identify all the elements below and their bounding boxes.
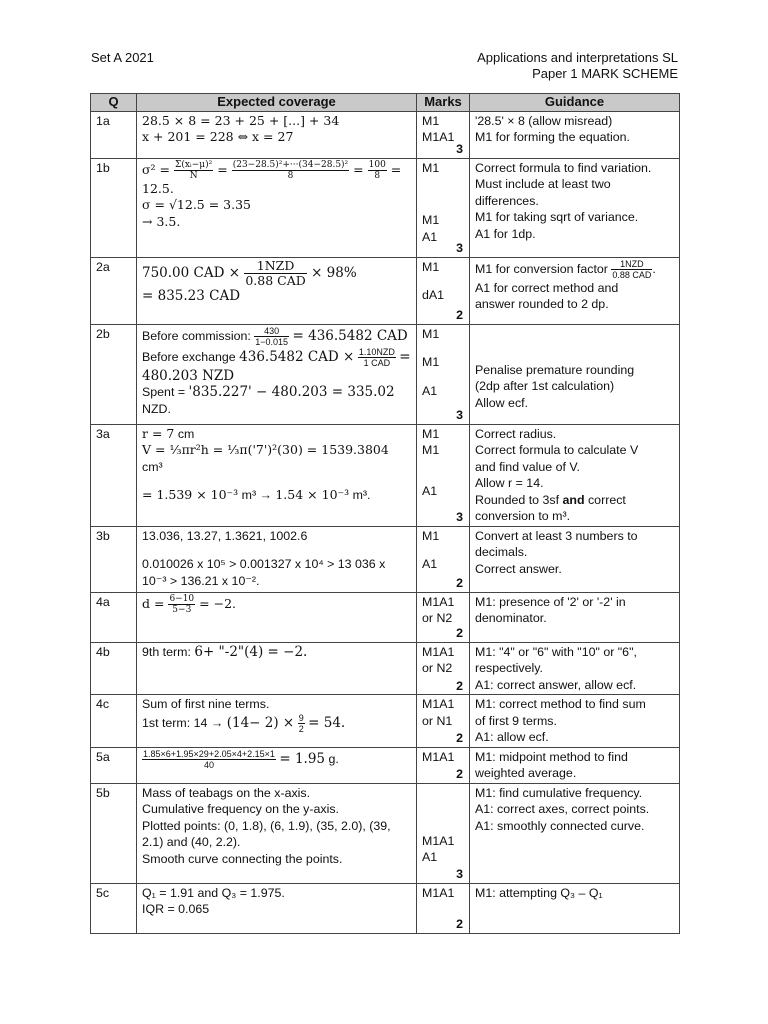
guidance [470,324,680,424]
guidance-line: A1 for 1dp. [475,226,536,241]
numerator: Σ(xᵢ−μ)² [174,159,213,170]
table-row-5b [91,783,680,883]
denominator: N [189,170,198,181]
guidance-line: decimals. [475,545,528,559]
mark: M1A1 [422,130,455,144]
coverage-text: 6+ "-2"(4) = −2. [194,643,308,660]
coverage-text: m³ → [241,488,272,502]
header-set-label: Set A 2021 [91,50,154,65]
mark: M1 [422,213,440,227]
denominator: 1 CAD [363,357,391,368]
coverage-line [142,749,411,770]
guidance-text: correct [587,492,626,507]
total-marks: 3 [456,510,463,524]
equals: = [390,161,402,177]
guidance-line: M1: correct method to find sum [475,697,646,711]
numerator: 1NZD [611,259,652,270]
guidance-line: M1 for conversion factor $\frac{\text{1NZD}}{\text{0.88 CAD}}$ . [475,258,656,280]
numerator: 100 [368,159,386,170]
guidance-line: M1: "4" or "6" with "10" or "6", [475,644,637,659]
guidance [470,111,680,158]
table-row-3b [91,526,680,592]
marks-cell [417,324,470,424]
expected-coverage [137,324,417,424]
guidance-line: A1: smoothly connected curve. [475,818,645,833]
total-marks: 3 [456,408,463,422]
coverage-line [142,326,411,347]
coverage-text: × 98% [311,264,357,281]
header-paper-title [477,50,678,82]
total-marks: 2 [456,308,463,322]
guidance-line: M1 for taking sqrt of variance. [475,210,639,224]
guidance-line: denominator. [475,611,547,625]
table-row-5c [91,883,680,933]
coverage-line: 10⁻³ > 136.21 x 10⁻². [142,573,260,588]
fraction [358,347,396,368]
col-header-coverage: Expected coverage [137,94,417,112]
guidance-line: M1: find cumulative frequency. [475,785,643,800]
coverage-text: = 1.539 × 10⁻³ [142,487,239,502]
total-marks: 3 [456,142,463,156]
mark: M1A1 [422,833,455,848]
table-row-3a [91,424,680,526]
coverage-text: d = [142,595,165,611]
mark: M1 [422,528,440,543]
col-header-q: Q [91,94,137,112]
marks-cell [417,257,470,324]
coverage-text: m³. [352,488,371,502]
coverage-text: = 436.5482 CAD [292,327,408,344]
table-row-5a [91,747,680,783]
total-marks: 2 [456,576,463,590]
guidance-line: A1: correct answer, allow ecf. [475,677,637,692]
mark: M1 [422,355,440,369]
total-marks: 2 [456,678,463,693]
guidance-line: of first 9 terms. [475,713,557,728]
coverage-line: Sum of first nine terms. [142,697,270,711]
coverage-line: 0.010026 x 10⁵ > 0.001327 x 10⁴ > 13 036 x [142,557,386,571]
coverage-line [142,487,411,504]
guidance-line: M1: attempting Q₃ – Q₁ [475,885,603,900]
numerator: 6−10 [169,593,195,604]
guidance-line: (2dp after 1st calculation) [475,379,615,393]
table-row-1b [91,158,680,257]
coverage-line: x + 201 = 228 ⇔ x = 27 [142,129,294,144]
table-row-2a [91,257,680,324]
question-number: 1a [91,111,137,158]
coverage-line: → 3.5. [142,213,181,229]
marks-cell [417,592,470,642]
mark: A1 [422,557,438,571]
header-paper-line2: Paper 1 MARK SCHEME [532,66,678,81]
fraction [142,749,276,770]
denominator: 8 [287,170,294,181]
coverage-line: Q₁ = 1.91 and Q₃ = 1.975. [142,885,285,900]
numerator: 1.85×6+1.95×29+2.05×4+2.15×1 [143,748,275,759]
denominator: 1−0.015 [255,336,289,347]
guidance-line: Must include at least two [475,177,611,191]
guidance-line: Allow r = 14. [475,476,544,490]
coverage-line: Smooth curve connecting the points. [142,851,343,866]
coverage-line [142,594,411,615]
question-number: 4c [91,695,137,748]
col-header-guidance: Guidance [470,94,680,112]
coverage-line [142,713,411,734]
guidance-line: A1 for correct method and [475,280,619,295]
numerator: (23−28.5)²+···(34−28.5)² [232,159,349,170]
table-row-4b [91,642,680,695]
marks-cell [417,526,470,592]
guidance-line: conversion to m³. [475,509,571,523]
coverage-text: Before commission: [142,328,251,343]
denominator: 0.88 CAD [612,269,652,280]
total-marks: 2 [456,731,463,745]
expected-coverage [137,111,417,158]
guidance-line: Penalise premature rounding [475,362,635,377]
marks-cell [417,883,470,933]
guidance [470,424,680,526]
question-number: 3a [91,424,137,526]
mark: A1 [422,850,438,864]
guidance-line: A1: correct axes, correct points. [475,802,650,816]
coverage-line: = 835.23 CAD [142,287,241,304]
coverage-line: σ = √12.5 = 3.35 [142,197,252,212]
coverage-line: 28.5 × 8 = 23 + 25 + [...] + 34 [142,112,340,128]
guidance-emphasis: and [562,492,585,507]
coverage-text: 9th term: [142,644,191,659]
question-number: 3b [91,526,137,592]
mark: M1A1 [422,644,455,659]
marks-cell [417,642,470,695]
mark: dA1 [422,288,445,302]
guidance [470,642,680,695]
marks-cell [417,158,470,257]
fraction [611,259,652,280]
marks-cell [417,747,470,783]
coverage-line: Plotted points: (0, 1.8), (6, 1.9), (35, 2.0), (39, [142,818,391,833]
denominator: 0.88 CAD [245,272,306,288]
expected-coverage [137,747,417,783]
guidance [470,783,680,883]
numerator: 1.10NZD [358,346,395,357]
total-marks: 2 [456,917,463,931]
table-row-4c [91,695,680,748]
mark: A1 [422,229,438,244]
mark: M1 [422,326,440,341]
guidance-line: A1: allow ecf. [475,730,549,744]
coverage-line: 13.036, 13.27, 1.3621, 1002.6 [142,528,308,543]
guidance-line: Convert at least 3 numbers to [475,528,638,543]
question-number: 5c [91,883,137,933]
question-number: 2a [91,257,137,324]
expected-coverage [137,257,417,324]
mark: M1 [422,113,440,128]
question-number: 4a [91,592,137,642]
mark: M1 [422,259,440,274]
expected-coverage [137,526,417,592]
question-number: 5b [91,783,137,883]
mark: M1A1 [422,885,455,900]
guidance-line: '28.5' × 8 (allow misread) [475,113,613,128]
unit: cm [177,426,195,441]
numerator: 1NZD [244,259,306,274]
coverage-text: (14− 2) × [226,714,295,731]
equals: = [217,161,228,177]
guidance-line: M1: midpoint method to find [475,749,628,764]
marks-cell [417,695,470,748]
guidance [470,526,680,592]
expected-coverage [137,883,417,933]
mark: M1 [422,426,440,441]
fraction [368,160,387,181]
table-row-2b [91,324,680,424]
guidance [470,883,680,933]
guidance-line: answer rounded to 2 dp. [475,297,609,311]
fraction [174,160,213,181]
question-number: 2b [91,324,137,424]
coverage-line: 12.5. [142,180,174,196]
mark: or N2 [422,661,453,675]
guidance-line: weighted average. [475,766,577,780]
numerator: 9 [298,712,304,723]
coverage-line: Cumulative frequency on the y-axis. [142,802,339,816]
denominator: 5−3 [172,604,192,615]
coverage-line: Mass of teabags on the x-axis. [142,785,311,800]
fraction [244,259,306,288]
coverage-text: 436.5482 CAD × [239,348,355,365]
guidance-line [475,492,674,509]
total-marks: 2 [456,626,463,640]
question-number: 4b [91,642,137,695]
coverage-text: NZD. [142,401,171,416]
marks-cell [417,111,470,158]
expected-coverage [137,592,417,642]
guidance-line: Allow ecf. [475,395,529,410]
coverage-line [142,644,411,661]
marks-cell [417,783,470,883]
guidance [470,695,680,748]
numerator: 430 [254,326,289,337]
guidance-line: Correct radius. [475,426,557,441]
expected-coverage [137,424,417,526]
guidance-line: Correct answer. [475,561,562,576]
coverage-text: r = 7 [142,425,175,441]
expected-coverage [137,158,417,257]
unit: g. [328,751,339,766]
guidance-line: respectively. [475,661,543,675]
coverage-line [142,347,411,368]
mark: M1 [422,160,440,175]
coverage-text: 750.00 CAD × [142,264,241,281]
question-number: 5a [91,747,137,783]
coverage-text: = [399,348,411,365]
guidance-line: M1 for forming the equation. [475,130,630,144]
denominator: 8 [374,170,381,181]
fraction [168,594,195,615]
fraction [254,326,289,347]
header-paper-line1: Applications and interpretations SL [477,50,678,65]
expected-coverage [137,783,417,883]
total-marks: 2 [456,767,463,781]
guidance [470,592,680,642]
mark: A1 [422,483,438,498]
table-row-1a [91,111,680,158]
mark: M1A1 [422,749,455,764]
expected-coverage [137,642,417,695]
guidance-line: Correct formula to find variation. [475,160,652,175]
coverage-text: Before exchange [142,349,236,364]
mark: M1 [422,443,440,457]
coverage-line [142,442,411,475]
coverage-line: 2.1) and (40, 2.2). [142,835,241,849]
denominator: 2 [298,723,304,734]
guidance-text: M1 for conversion factor [475,261,608,276]
coverage-text: Spent = [142,385,186,399]
table-row-4a [91,592,680,642]
coverage-text: 1.54 × 10⁻³ [275,487,350,502]
coverage-text: = 54. [308,714,346,731]
coverage-line: IQR = 0.065 [142,902,210,916]
guidance-line: M1: presence of '2' or '-2' in [475,594,626,609]
guidance-line: differences. [475,193,539,208]
coverage-text: V = ⅓πr²h = ⅓π('7')²(30) = 1539.3804 [142,442,389,457]
table-header-row [91,94,680,112]
guidance [470,747,680,783]
guidance [470,158,680,257]
mark: or N2 [422,611,453,625]
guidance-line: Correct formula to calculate V [475,443,639,457]
fraction [298,713,305,734]
coverage-line: 480.203 NZD [142,367,235,384]
coverage-line [142,160,411,181]
coverage-line [142,426,411,443]
expected-coverage [137,695,417,748]
total-marks: 3 [456,867,463,881]
total-marks: 3 [456,241,463,255]
mark-scheme-table [90,93,680,934]
coverage-line [142,259,411,288]
coverage-text: '835.227' − 480.203 = 335.02 [188,384,395,400]
equals: = [353,161,364,177]
unit: cm³ [142,459,163,474]
marks-cell [417,424,470,526]
guidance [470,257,680,324]
fraction [232,160,349,181]
mark: M1A1 [422,594,455,609]
coverage-line [142,384,411,417]
coverage-text: 1st term: 14 → [142,715,224,730]
variance-symbol: σ² = [142,161,170,177]
col-header-marks: Marks [417,94,470,112]
denominator: 40 [203,759,214,770]
mark: M1A1 [422,697,455,711]
guidance-line: and find value of V. [475,459,580,474]
mark: or N1 [422,713,453,728]
mark: A1 [422,383,438,398]
guidance-text: Rounded to 3sf [475,492,560,507]
coverage-text: = −2. [199,595,237,611]
coverage-text: = 1.95 [279,750,326,767]
question-number: 1b [91,158,137,257]
